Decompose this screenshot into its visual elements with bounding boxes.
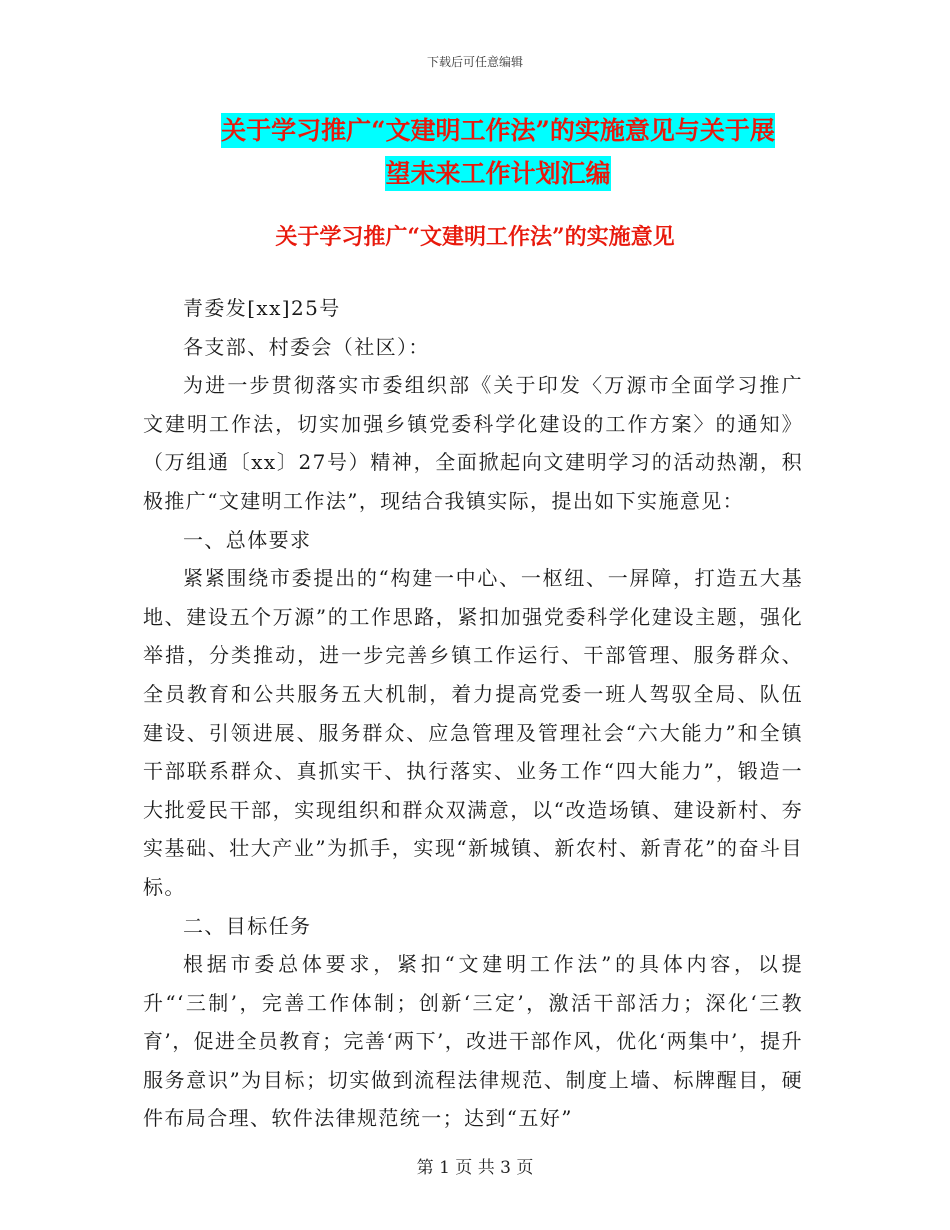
tasks-paragraph: 根据市委总体要求，紧扣“文建明工作法”的具体内容，以提升“‘三制’，完善工作体制；创新‘三定’，激活干部活力；深化‘三教育’，促进全员教育；完善‘两下’，改进干部作风，优化‘两集中’，提升服务意识”为目标；切实做到流程法律规范、制度上墙、标牌醒目，硬件布局合理、软件法律规范统一；达到“五好” xyxy=(143,952,803,1131)
document-title-line-1 xyxy=(140,114,856,148)
page-footer: 第 1 页 共 3 页 xyxy=(416,1158,534,1178)
header-note: 下载后可任意编辑 xyxy=(426,55,523,69)
document-number: 青委发[xx]25号 xyxy=(183,296,341,320)
document-title-text-2: 望未来工作计划汇编 xyxy=(385,156,610,191)
section-title: 关于学习推广“文建明工作法”的实施意见 xyxy=(275,224,675,250)
requirements-paragraph: 紧紧围绕市委提出的“构建一中心、一枢纽、一屏障，打造五大基地、建设五个万源”的工作思路，紧扣加强党委科学化建设主题，强化举措，分类推动，进一步完善乡镇工作运行、干部管理、服务群众、全员教育和公共服务五大机制，着力提高党委一班人驾驭全局、队伍建设、引领进展、服务群众、应急管理及管理社会“六大能力”和全镇干部联系群众、真抓实干、执行落实、业务工作“四大能力”，锻造一大批爱民干部，实现组织和群众双满意，以“改造场镇、建设新村、夯实基础、壮大产业”为抓手，实现“新城镇、新农村、新青花”的奋斗目标。 xyxy=(143,566,803,899)
section-heading-1: 一、总体要求 xyxy=(183,527,312,552)
recipients-line: 各支部、村委会（社区）： xyxy=(183,334,430,359)
section-heading-2: 二、目标任务 xyxy=(183,913,312,938)
document-body xyxy=(143,289,803,1138)
document-title-text-1: 关于学习推广“文建明工作法”的实施意见与关于展 xyxy=(221,113,775,148)
document-title-line-2 xyxy=(140,157,856,191)
intro-paragraph: 为进一步贯彻落实市委组织部《关于印发〈万源市全面学习推广文建明工作法，切实加强乡镇党委科学化建设的工作方案〉的通知》（万组通〔xx〕27号）精神，全面掀起向文建明学习的活动热潮，积极推广“文建明工作法”，现结合我镇实际，提出如下实施意见： xyxy=(143,373,803,513)
